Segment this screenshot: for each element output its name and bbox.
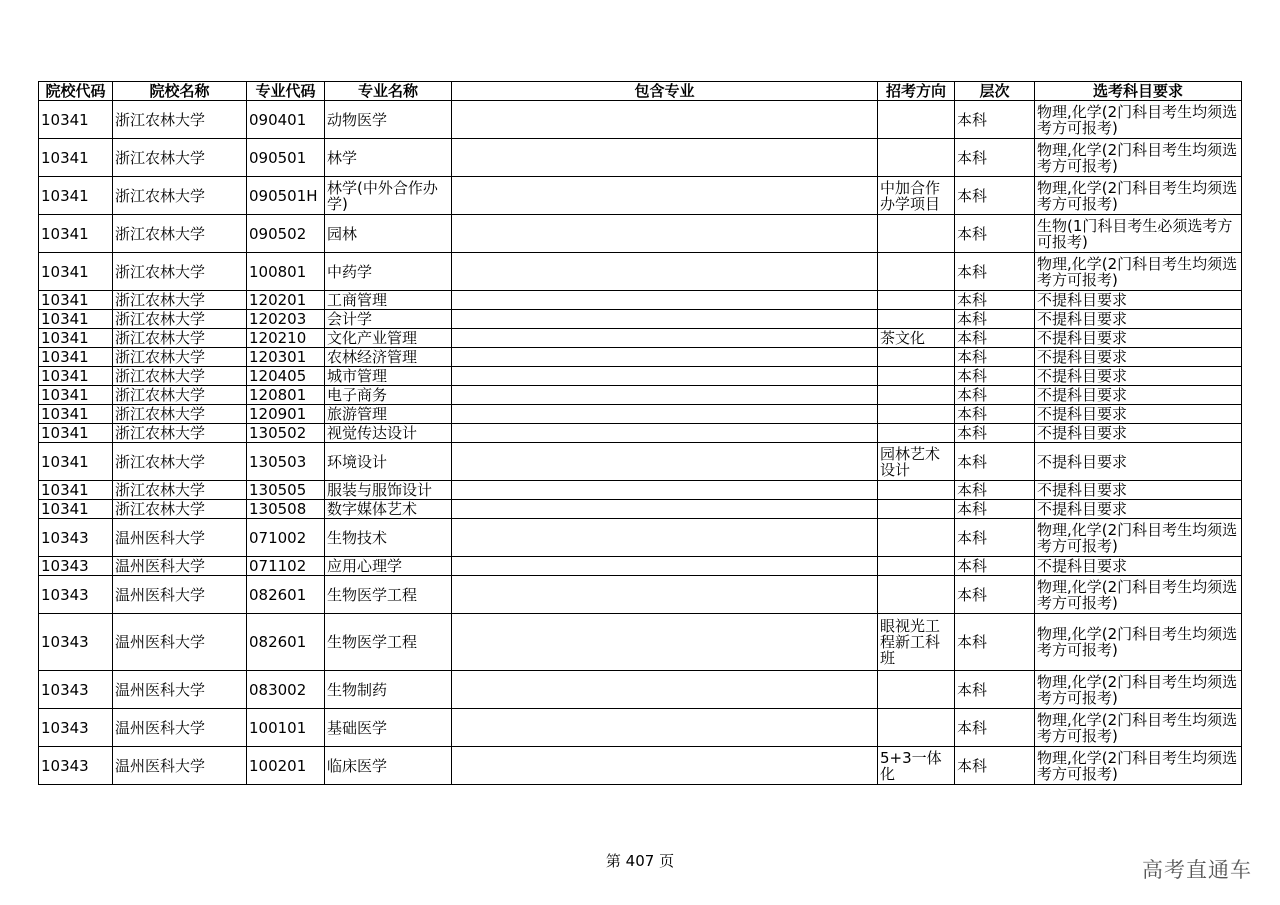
cell-direction — [878, 424, 955, 443]
cell-major-code: 071002 — [247, 519, 325, 557]
table-row — [39, 253, 1242, 291]
cell-level: 本科 — [955, 291, 1035, 310]
cell-direction — [878, 576, 955, 614]
cell-included-majors — [452, 253, 878, 291]
cell-level: 本科 — [955, 215, 1035, 253]
cell-school-code: 10343 — [39, 614, 113, 671]
cell-school-code: 10341 — [39, 386, 113, 405]
table-row — [39, 329, 1242, 348]
cell-subject-requirement: 不提科目要求 — [1035, 367, 1242, 386]
cell-school-code: 10343 — [39, 519, 113, 557]
cell-subject-requirement: 不提科目要求 — [1035, 443, 1242, 481]
cell-major-code: 130505 — [247, 481, 325, 500]
cell-level: 本科 — [955, 519, 1035, 557]
cell-subject-requirement: 生物(1门科目考生必须选考方可报考) — [1035, 215, 1242, 253]
cell-direction — [878, 557, 955, 576]
cell-level: 本科 — [955, 177, 1035, 215]
header-school-name: 院校名称 — [113, 82, 247, 101]
table-row — [39, 576, 1242, 614]
cell-included-majors — [452, 367, 878, 386]
cell-school-name: 温州医科大学 — [113, 519, 247, 557]
cell-subject-requirement: 物理,化学(2门科目考生均须选考方可报考) — [1035, 576, 1242, 614]
cell-direction — [878, 671, 955, 709]
cell-major-name: 服装与服饰设计 — [325, 481, 452, 500]
cell-major-code: 071102 — [247, 557, 325, 576]
header-school-code: 院校代码 — [39, 82, 113, 101]
cell-subject-requirement: 不提科目要求 — [1035, 291, 1242, 310]
cell-school-name: 浙江农林大学 — [113, 424, 247, 443]
cell-level: 本科 — [955, 386, 1035, 405]
cell-school-name: 浙江农林大学 — [113, 481, 247, 500]
cell-school-code: 10341 — [39, 310, 113, 329]
cell-direction — [878, 215, 955, 253]
cell-included-majors — [452, 177, 878, 215]
table-row — [39, 557, 1242, 576]
header-subject-requirement: 选考科目要求 — [1035, 82, 1242, 101]
cell-direction — [878, 291, 955, 310]
cell-level: 本科 — [955, 310, 1035, 329]
table-row — [39, 310, 1242, 329]
cell-subject-requirement: 物理,化学(2门科目考生均须选考方可报考) — [1035, 253, 1242, 291]
cell-level: 本科 — [955, 348, 1035, 367]
cell-school-name: 浙江农林大学 — [113, 215, 247, 253]
cell-major-name: 生物医学工程 — [325, 614, 452, 671]
cell-direction: 茶文化 — [878, 329, 955, 348]
cell-level: 本科 — [955, 329, 1035, 348]
cell-level: 本科 — [955, 443, 1035, 481]
cell-major-name: 生物制药 — [325, 671, 452, 709]
cell-school-name: 浙江农林大学 — [113, 101, 247, 139]
table-row — [39, 500, 1242, 519]
cell-subject-requirement: 不提科目要求 — [1035, 310, 1242, 329]
cell-level: 本科 — [955, 709, 1035, 747]
cell-direction — [878, 500, 955, 519]
cell-level: 本科 — [955, 253, 1035, 291]
cell-school-code: 10341 — [39, 101, 113, 139]
cell-school-name: 浙江农林大学 — [113, 139, 247, 177]
cell-major-code: 120301 — [247, 348, 325, 367]
cell-major-code: 090501H — [247, 177, 325, 215]
cell-major-code: 083002 — [247, 671, 325, 709]
cell-school-code: 10341 — [39, 405, 113, 424]
header-row — [39, 82, 1242, 101]
cell-direction — [878, 310, 955, 329]
cell-major-name: 中药学 — [325, 253, 452, 291]
cell-direction — [878, 386, 955, 405]
cell-major-name: 临床医学 — [325, 747, 452, 785]
cell-school-code: 10341 — [39, 367, 113, 386]
cell-major-code: 082601 — [247, 614, 325, 671]
cell-subject-requirement: 物理,化学(2门科目考生均须选考方可报考) — [1035, 177, 1242, 215]
cell-school-code: 10343 — [39, 709, 113, 747]
cell-included-majors — [452, 576, 878, 614]
cell-school-code: 10341 — [39, 481, 113, 500]
cell-direction — [878, 139, 955, 177]
cell-subject-requirement: 物理,化学(2门科目考生均须选考方可报考) — [1035, 671, 1242, 709]
cell-major-code: 082601 — [247, 576, 325, 614]
cell-school-code: 10341 — [39, 424, 113, 443]
cell-direction — [878, 405, 955, 424]
cell-level: 本科 — [955, 139, 1035, 177]
cell-major-name: 数字媒体艺术 — [325, 500, 452, 519]
cell-school-code: 10343 — [39, 576, 113, 614]
cell-major-code: 130503 — [247, 443, 325, 481]
cell-school-name: 浙江农林大学 — [113, 253, 247, 291]
header-included-majors: 包含专业 — [452, 82, 878, 101]
cell-major-name: 应用心理学 — [325, 557, 452, 576]
cell-school-name: 温州医科大学 — [113, 557, 247, 576]
cell-school-name: 浙江农林大学 — [113, 386, 247, 405]
cell-included-majors — [452, 557, 878, 576]
cell-subject-requirement: 物理,化学(2门科目考生均须选考方可报考) — [1035, 709, 1242, 747]
cell-included-majors — [452, 747, 878, 785]
cell-major-name: 环境设计 — [325, 443, 452, 481]
cell-major-name: 农林经济管理 — [325, 348, 452, 367]
table-row — [39, 481, 1242, 500]
cell-subject-requirement: 不提科目要求 — [1035, 405, 1242, 424]
table-row — [39, 386, 1242, 405]
table-row — [39, 139, 1242, 177]
cell-school-code: 10341 — [39, 500, 113, 519]
cell-included-majors — [452, 329, 878, 348]
cell-major-name: 林学(中外合作办学) — [325, 177, 452, 215]
cell-school-name: 浙江农林大学 — [113, 329, 247, 348]
cell-school-code: 10341 — [39, 177, 113, 215]
cell-school-name: 浙江农林大学 — [113, 348, 247, 367]
table-row — [39, 405, 1242, 424]
cell-subject-requirement: 不提科目要求 — [1035, 557, 1242, 576]
cell-school-name: 温州医科大学 — [113, 614, 247, 671]
cell-major-code: 120203 — [247, 310, 325, 329]
cell-major-code: 090501 — [247, 139, 325, 177]
cell-major-code: 130502 — [247, 424, 325, 443]
cell-major-code: 120405 — [247, 367, 325, 386]
cell-major-name: 园林 — [325, 215, 452, 253]
cell-included-majors — [452, 500, 878, 519]
cell-included-majors — [452, 101, 878, 139]
cell-direction: 中加合作办学项目 — [878, 177, 955, 215]
cell-major-code: 120801 — [247, 386, 325, 405]
cell-school-code: 10341 — [39, 139, 113, 177]
cell-level: 本科 — [955, 367, 1035, 386]
cell-included-majors — [452, 310, 878, 329]
cell-level: 本科 — [955, 101, 1035, 139]
cell-level: 本科 — [955, 405, 1035, 424]
cell-included-majors — [452, 709, 878, 747]
cell-level: 本科 — [955, 481, 1035, 500]
cell-included-majors — [452, 443, 878, 481]
watermark: 高考直通车 — [1142, 858, 1252, 882]
cell-school-code: 10341 — [39, 215, 113, 253]
header-direction: 招考方向 — [878, 82, 955, 101]
cell-major-code: 120210 — [247, 329, 325, 348]
cell-subject-requirement: 不提科目要求 — [1035, 329, 1242, 348]
cell-major-code: 090502 — [247, 215, 325, 253]
header-level: 层次 — [955, 82, 1035, 101]
cell-subject-requirement: 物理,化学(2门科目考生均须选考方可报考) — [1035, 101, 1242, 139]
cell-school-code: 10341 — [39, 329, 113, 348]
cell-major-name: 城市管理 — [325, 367, 452, 386]
cell-major-code: 120901 — [247, 405, 325, 424]
cell-subject-requirement: 物理,化学(2门科目考生均须选考方可报考) — [1035, 614, 1242, 671]
cell-school-code: 10343 — [39, 557, 113, 576]
cell-school-name: 浙江农林大学 — [113, 500, 247, 519]
table-row — [39, 291, 1242, 310]
cell-subject-requirement: 不提科目要求 — [1035, 386, 1242, 405]
cell-included-majors — [452, 671, 878, 709]
admission-table — [38, 81, 1242, 785]
cell-included-majors — [452, 614, 878, 671]
cell-level: 本科 — [955, 576, 1035, 614]
cell-direction: 5+3一体化 — [878, 747, 955, 785]
cell-school-name: 浙江农林大学 — [113, 291, 247, 310]
cell-school-code: 10343 — [39, 747, 113, 785]
cell-direction — [878, 709, 955, 747]
cell-included-majors — [452, 215, 878, 253]
cell-included-majors — [452, 424, 878, 443]
cell-major-name: 工商管理 — [325, 291, 452, 310]
cell-included-majors — [452, 405, 878, 424]
cell-direction: 园林艺术设计 — [878, 443, 955, 481]
table-row — [39, 215, 1242, 253]
table-row — [39, 348, 1242, 367]
cell-level: 本科 — [955, 557, 1035, 576]
cell-subject-requirement: 不提科目要求 — [1035, 500, 1242, 519]
cell-school-name: 温州医科大学 — [113, 576, 247, 614]
table-row — [39, 614, 1242, 671]
cell-subject-requirement: 物理,化学(2门科目考生均须选考方可报考) — [1035, 747, 1242, 785]
cell-level: 本科 — [955, 424, 1035, 443]
cell-school-code: 10343 — [39, 671, 113, 709]
cell-major-name: 生物技术 — [325, 519, 452, 557]
cell-school-name: 浙江农林大学 — [113, 443, 247, 481]
cell-direction: 眼视光工程新工科班 — [878, 614, 955, 671]
table-row — [39, 709, 1242, 747]
table-row — [39, 671, 1242, 709]
cell-major-name: 电子商务 — [325, 386, 452, 405]
cell-school-name: 温州医科大学 — [113, 709, 247, 747]
cell-major-name: 基础医学 — [325, 709, 452, 747]
table-row — [39, 519, 1242, 557]
header-major-code: 专业代码 — [247, 82, 325, 101]
cell-major-code: 100801 — [247, 253, 325, 291]
page-number: 第 407 页 — [605, 852, 675, 870]
cell-major-name: 林学 — [325, 139, 452, 177]
cell-direction — [878, 367, 955, 386]
table-row — [39, 747, 1242, 785]
cell-school-name: 温州医科大学 — [113, 747, 247, 785]
cell-included-majors — [452, 519, 878, 557]
cell-major-code: 100101 — [247, 709, 325, 747]
cell-subject-requirement: 物理,化学(2门科目考生均须选考方可报考) — [1035, 519, 1242, 557]
table-row — [39, 443, 1242, 481]
cell-school-name: 浙江农林大学 — [113, 405, 247, 424]
cell-subject-requirement: 物理,化学(2门科目考生均须选考方可报考) — [1035, 139, 1242, 177]
cell-major-code: 090401 — [247, 101, 325, 139]
cell-major-code: 130508 — [247, 500, 325, 519]
cell-level: 本科 — [955, 747, 1035, 785]
cell-school-name: 浙江农林大学 — [113, 177, 247, 215]
cell-major-name: 视觉传达设计 — [325, 424, 452, 443]
cell-major-name: 旅游管理 — [325, 405, 452, 424]
cell-major-name: 动物医学 — [325, 101, 452, 139]
cell-school-code: 10341 — [39, 253, 113, 291]
table-row — [39, 367, 1242, 386]
cell-major-name: 生物医学工程 — [325, 576, 452, 614]
cell-level: 本科 — [955, 671, 1035, 709]
cell-major-name: 会计学 — [325, 310, 452, 329]
table-row — [39, 424, 1242, 443]
cell-direction — [878, 348, 955, 367]
cell-included-majors — [452, 481, 878, 500]
cell-subject-requirement: 不提科目要求 — [1035, 481, 1242, 500]
cell-level: 本科 — [955, 614, 1035, 671]
cell-major-name: 文化产业管理 — [325, 329, 452, 348]
cell-level: 本科 — [955, 500, 1035, 519]
cell-subject-requirement: 不提科目要求 — [1035, 348, 1242, 367]
header-major-name: 专业名称 — [325, 82, 452, 101]
cell-school-name: 浙江农林大学 — [113, 367, 247, 386]
cell-school-name: 浙江农林大学 — [113, 310, 247, 329]
table-row — [39, 101, 1242, 139]
cell-subject-requirement: 不提科目要求 — [1035, 424, 1242, 443]
cell-included-majors — [452, 386, 878, 405]
cell-school-code: 10341 — [39, 443, 113, 481]
cell-major-code: 100201 — [247, 747, 325, 785]
cell-direction — [878, 481, 955, 500]
cell-school-code: 10341 — [39, 291, 113, 310]
cell-included-majors — [452, 291, 878, 310]
cell-major-code: 120201 — [247, 291, 325, 310]
cell-school-code: 10341 — [39, 348, 113, 367]
cell-direction — [878, 519, 955, 557]
cell-direction — [878, 253, 955, 291]
table-row — [39, 177, 1242, 215]
cell-direction — [878, 101, 955, 139]
cell-school-name: 温州医科大学 — [113, 671, 247, 709]
cell-included-majors — [452, 348, 878, 367]
cell-included-majors — [452, 139, 878, 177]
